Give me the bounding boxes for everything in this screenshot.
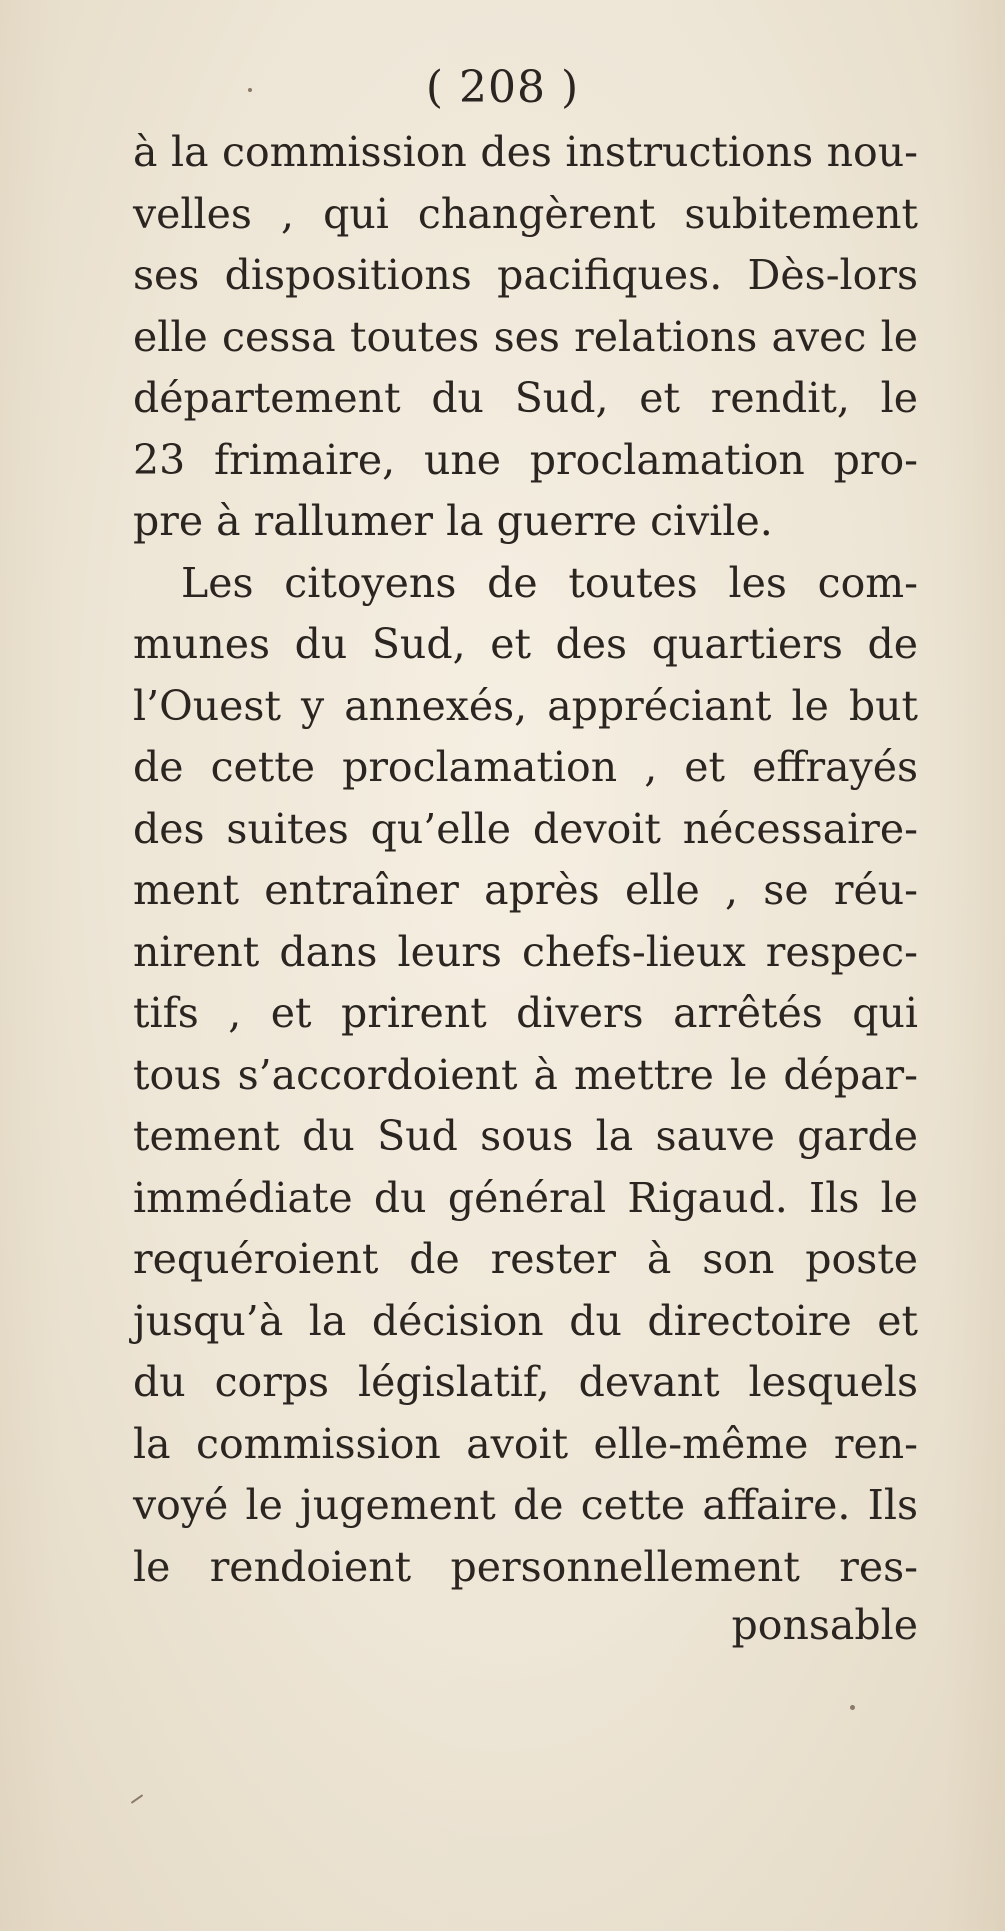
text-line: elle cessa toutes ses relations avec le bbox=[133, 312, 918, 361]
text-line: tement du Sud sous la sauve garde bbox=[133, 1112, 918, 1160]
text-line: 23 frimaire, une proclamation pro- bbox=[133, 435, 918, 484]
text-line: jusqu’à la décision du directoire et bbox=[133, 1296, 918, 1345]
catchword: ponsable bbox=[731, 1601, 918, 1649]
text-line: des suites qu’elle devoit nécessaire- bbox=[133, 804, 918, 853]
paragraph-first-line: Les citoyens de toutes les com- bbox=[181, 558, 918, 607]
text-line: ment entraîner après elle , se réu- bbox=[133, 866, 918, 914]
text-line: immédiate du général Rigaud. Ils le bbox=[133, 1173, 918, 1222]
text-line: nirent dans leurs chefs-lieux respec- bbox=[133, 927, 918, 976]
text-line: requéroient de rester à son poste bbox=[133, 1235, 918, 1283]
text-line: velles , qui changèrent subitement bbox=[133, 189, 918, 238]
text-line: tous s’accordoient à mettre le dépar- bbox=[133, 1050, 918, 1099]
text-line: l’Ouest y annexés, appréciant le but bbox=[133, 681, 918, 730]
text-line: à la commission des instructions nou- bbox=[133, 128, 918, 176]
text-line: ses dispositions pacifiques. Dès-lors bbox=[133, 251, 918, 299]
body-text bbox=[133, 122, 918, 1598]
text-line: tifs , et prirent divers arrêtés qui bbox=[133, 989, 918, 1037]
text-line: département du Sud, et rendit, le bbox=[133, 374, 918, 422]
text-line: voyé le jugement de cette affaire. Ils bbox=[133, 1481, 918, 1529]
text-line: munes du Sud, et des quartiers de bbox=[133, 620, 918, 668]
text-line: du corps législatif, devant lesquels bbox=[133, 1358, 918, 1406]
text-line: le rendoient personnellement res- bbox=[133, 1542, 918, 1591]
text-line: la commission avoit elle-même ren- bbox=[133, 1419, 918, 1468]
text-line: de cette proclamation , et effrayés bbox=[133, 743, 918, 791]
ink-speck bbox=[850, 1705, 855, 1710]
page-number: ( 208 ) bbox=[425, 62, 580, 113]
ink-speck bbox=[248, 88, 252, 92]
text-line: pre à rallumer la guerre civile. bbox=[133, 497, 773, 545]
